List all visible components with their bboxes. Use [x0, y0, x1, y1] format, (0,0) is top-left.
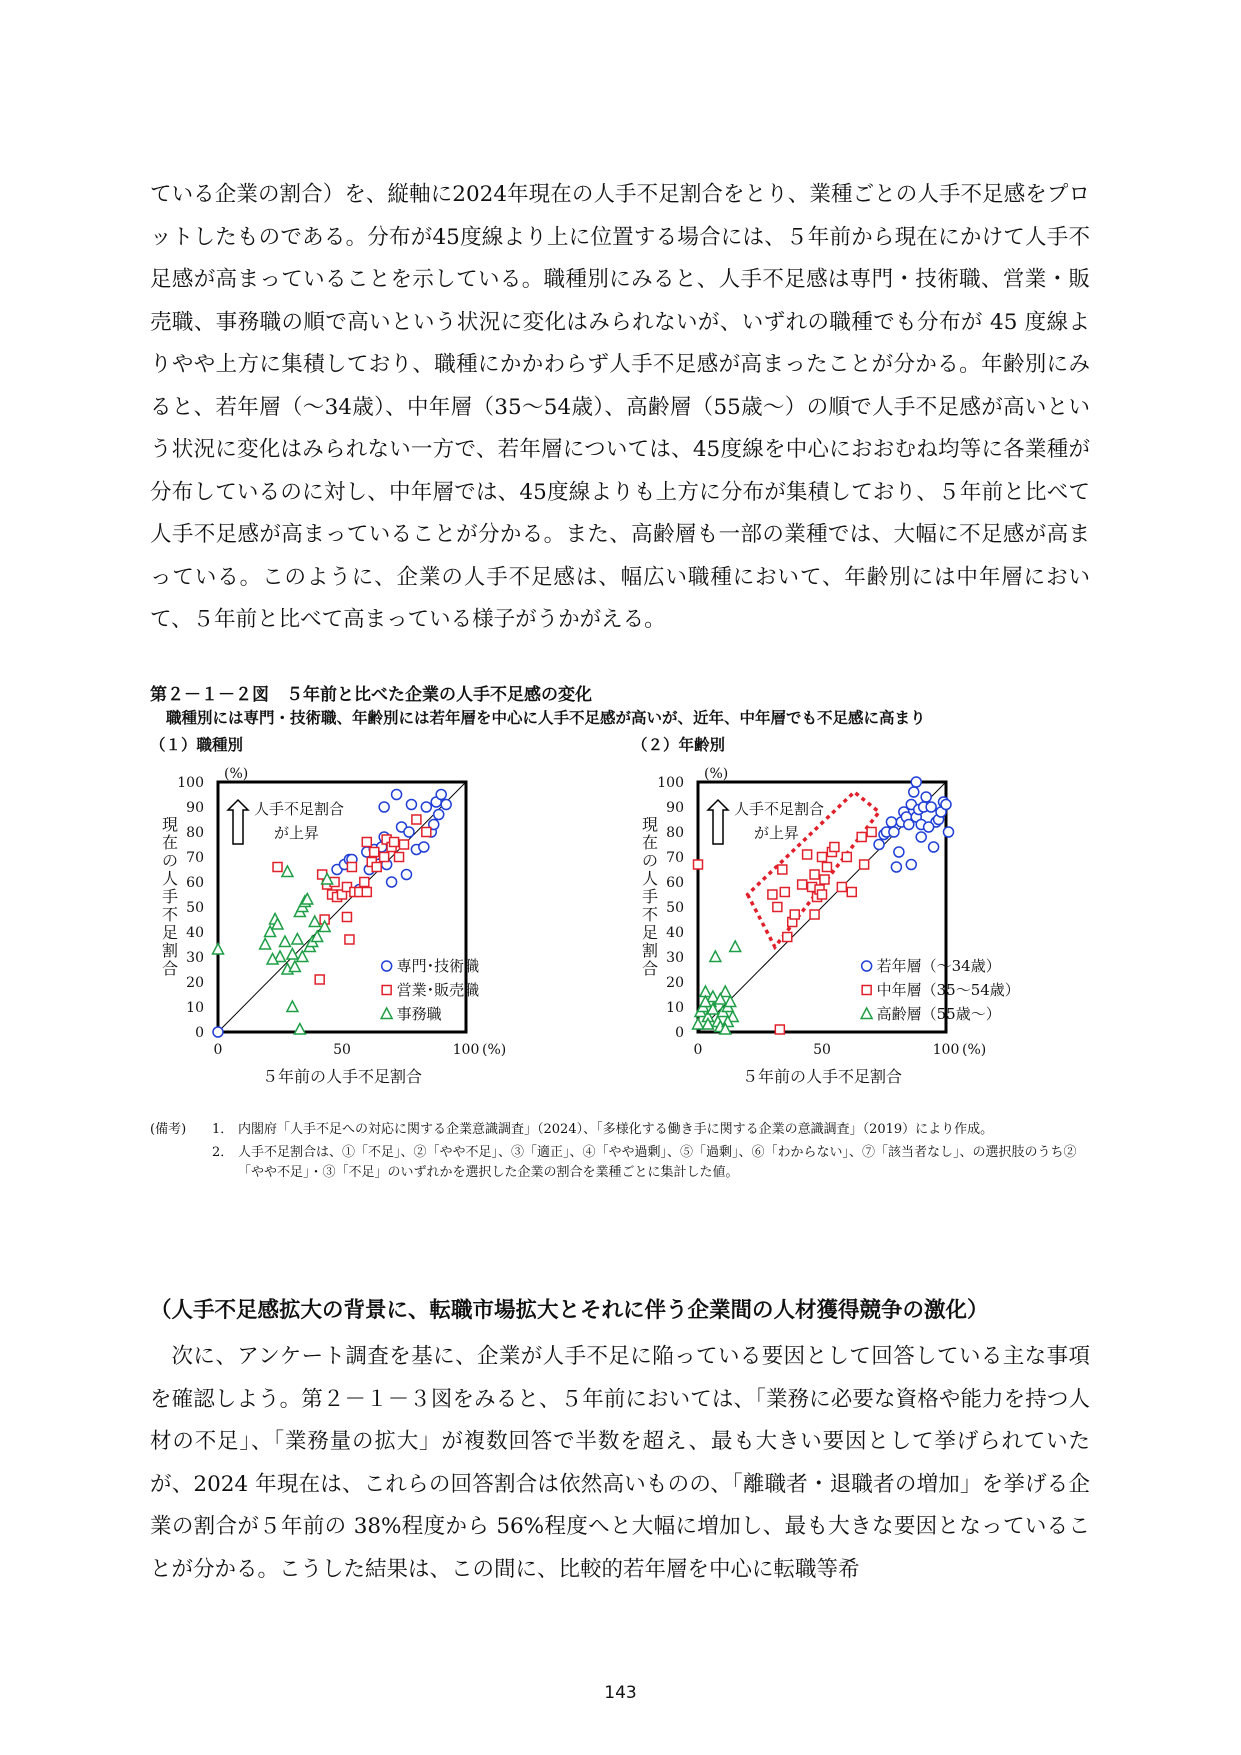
data-point [395, 853, 404, 862]
series-1 [874, 777, 953, 872]
legend-marker [381, 1008, 392, 1019]
data-point [273, 863, 282, 872]
data-point [889, 827, 899, 837]
data-point [422, 828, 431, 837]
y-axis-title-char: 割 [642, 941, 659, 960]
data-point [387, 877, 397, 887]
data-point [309, 916, 320, 927]
data-point [412, 815, 421, 824]
data-point [847, 888, 856, 897]
legend-label: 中年層（35～54歳） [876, 981, 1020, 999]
y-unit-label: (%) [224, 766, 249, 782]
note-1-text: 内閣府「人手不足への対応に関する企業意識調査」（2024）、「多様化する働き手に関する企業の意識調査」（2019）により作成。 [238, 1122, 994, 1137]
data-point [894, 847, 904, 857]
series-3 [693, 941, 741, 1034]
data-point [372, 863, 381, 872]
data-point [401, 870, 411, 880]
y-axis-title-char: の [162, 851, 179, 870]
data-point [773, 903, 782, 912]
data-point [822, 863, 831, 872]
y-tick-label: 100 [657, 775, 684, 791]
y-tick-label: 90 [186, 800, 204, 816]
data-point [803, 850, 812, 859]
data-point [406, 800, 416, 810]
data-point [370, 848, 379, 857]
data-point [213, 1027, 223, 1037]
data-point [916, 832, 926, 842]
y-tick-label: 80 [666, 825, 684, 841]
data-point [906, 860, 916, 870]
legend-label: 事務職 [396, 1005, 442, 1023]
data-point [783, 933, 792, 942]
y-tick-label: 20 [186, 975, 204, 991]
data-point [820, 875, 829, 884]
note-2-text: 人手不足割合は、①「不足」、②「やや不足」、③「適正」、④「やや過剰」、⑤「過剰」、⑥「わからない」、⑦「該当者なし」、の選択肢のうち②「やや不足」・③「不足」のいずれかを選択した企業の割合を業種ごとに集計した値。 [238, 1145, 1077, 1180]
data-point [860, 860, 869, 869]
x-tick-label: 0 [693, 1042, 703, 1058]
data-point [778, 865, 787, 874]
legend-label: 営業･販売職 [396, 981, 480, 999]
data-point [292, 934, 303, 945]
y-axis-title-char: 不 [642, 905, 659, 924]
y-axis-title-char: 在 [162, 833, 179, 852]
y-axis-title-char: 人 [642, 869, 659, 888]
data-point [282, 866, 293, 877]
y-tick-label: 20 [666, 975, 684, 991]
data-point [294, 1024, 305, 1035]
data-point [315, 975, 324, 984]
y-axis-title-char: 合 [162, 959, 179, 978]
y-tick-label: 10 [666, 1000, 684, 1016]
panel-1-label: （１）職種別 [150, 736, 244, 754]
data-point [830, 843, 839, 852]
data-point [345, 935, 354, 944]
y-axis-title-char: 手 [162, 887, 179, 906]
x-tick-label: 50 [813, 1042, 831, 1058]
data-point [929, 842, 939, 852]
y-tick-label: 0 [675, 1025, 684, 1041]
data-point [886, 817, 896, 827]
annotation-line-2: が上昇 [274, 824, 320, 842]
data-point [390, 838, 399, 847]
data-point [867, 828, 876, 837]
data-point [360, 878, 369, 887]
section-heading: （人手不足感拡大の背景に、転職市場拡大とそれに伴う企業間の人材獲得競争の激化） [150, 1298, 989, 1323]
figure-subtitle: 職種別には専門・技術職、年齢別には若年層を中心に人手不足感が高いが、近年、中年層でも不足感に高まり [166, 709, 926, 727]
y-tick-label: 70 [666, 850, 684, 866]
annotation-line-1: 人手不足割合 [254, 800, 345, 818]
data-point [780, 888, 789, 897]
x-tick-label: 100 [932, 1042, 960, 1058]
body-paragraph-1: ている企業の割合）を、縦軸に2024年現在の人手不足割合をとり、業種ごとの人手不足感をプロットしたものである。分布が45度線より上に位置する場合には、５年前から現在にかけて人手不足感が高まっていることを示している。職種別にみると、人手不足感は専門・技術職、営業・販売職、事務職の順で高いという状況に変化はみられないが、いずれの職種でも分布が 45 度線よりやや上方に集積しており、職種にかかわらず人手不足感が高まったことが分かる。年齢別にみると、若年層（～34歳）、中年層（35～54歳）、高齢層（55歳～）の順で人手不足感が高いという状況に変化はみられない一方で、若年層については、45度線を中心におおむね均等に各業種が分布しているのに対し、中年層では、45度線よりも上方に分布が集積しており、５年前と比べて人手不足感が高まっていることが分かる。また、高齢層も一部の業種では、大幅に不足感が高まっている。このように、企業の人手不足感は、幅広い職種において、年齢別には中年層において、５年前と比べて高まっている様子がうかがえる。 [150, 182, 1090, 632]
x-unit-label: (%) [962, 1042, 987, 1058]
data-point [710, 951, 721, 962]
legend-marker [861, 1008, 872, 1019]
legend-marker [382, 961, 392, 971]
data-point [941, 800, 951, 810]
data-point [379, 802, 389, 812]
data-point [837, 883, 846, 892]
data-point [818, 890, 827, 899]
data-point [404, 827, 414, 837]
x-axis-title: ５年前の人手不足割合 [261, 1067, 423, 1086]
y-tick-label: 40 [186, 925, 204, 941]
y-tick-label: 100 [177, 775, 204, 791]
y-axis-title-char: 現 [642, 815, 659, 834]
y-axis-title-char: 人 [162, 869, 179, 888]
data-point [775, 1025, 784, 1034]
y-axis-title-char: 不 [162, 905, 179, 924]
data-point [891, 862, 901, 872]
data-point [380, 853, 389, 862]
y-axis-title-char: 割 [162, 941, 179, 960]
page-number: 143 [604, 1683, 637, 1703]
x-unit-label: (%) [482, 1042, 507, 1058]
data-point [909, 787, 919, 797]
series-1 [213, 790, 451, 1038]
y-tick-label: 70 [186, 850, 204, 866]
data-point [768, 890, 777, 899]
panel-2-label: （２）年齢別 [632, 736, 726, 754]
data-point [921, 792, 931, 802]
data-point [362, 838, 371, 847]
data-point [436, 790, 446, 800]
data-point [342, 913, 351, 922]
data-point [926, 802, 936, 812]
y-unit-label: (%) [704, 766, 729, 782]
figure-number-title: 第２－１－２図 ５年前と比べた企業の人手不足感の変化 [150, 685, 592, 705]
annotation-line-2: が上昇 [754, 824, 800, 842]
y-tick-label: 90 [666, 800, 684, 816]
data-point [693, 1019, 704, 1030]
y-tick-label: 40 [666, 925, 684, 941]
y-axis-title-char: 在 [642, 833, 659, 852]
scatter-chart-age [630, 760, 1100, 1100]
y-tick-label: 50 [666, 900, 684, 916]
figure-notes [150, 1120, 1100, 1183]
up-arrow-icon [228, 800, 248, 844]
y-tick-label: 0 [195, 1025, 204, 1041]
data-point [289, 961, 300, 972]
data-point [943, 827, 953, 837]
y-tick-label: 60 [666, 875, 684, 891]
data-point [392, 790, 402, 800]
legend-marker [862, 961, 872, 971]
data-point [911, 777, 921, 787]
data-point [297, 951, 308, 962]
data-point [694, 860, 703, 869]
y-tick-label: 30 [666, 950, 684, 966]
x-axis-title: ５年前の人手不足割合 [741, 1067, 903, 1086]
y-tick-label: 30 [186, 950, 204, 966]
up-arrow-icon [708, 800, 728, 844]
note-2-number: 2． [212, 1145, 234, 1160]
y-axis-title-char: 足 [642, 923, 659, 942]
y-tick-label: 50 [186, 900, 204, 916]
data-point [810, 910, 819, 919]
data-point [213, 944, 224, 955]
x-tick-label: 0 [213, 1042, 223, 1058]
data-point [400, 840, 409, 849]
x-tick-label: 50 [333, 1042, 351, 1058]
data-point [419, 842, 429, 852]
y-axis-title-char: 現 [162, 815, 179, 834]
data-point [362, 888, 371, 897]
data-point [421, 802, 431, 812]
legend-label: 若年層（～34歳） [876, 957, 1001, 975]
data-point [347, 863, 356, 872]
y-tick-label: 10 [186, 1000, 204, 1016]
y-axis-title-char: の [642, 851, 659, 870]
y-axis-title-char: 足 [162, 923, 179, 942]
data-point [730, 941, 741, 952]
data-point [287, 1001, 298, 1012]
data-point [857, 833, 866, 842]
legend-label: 高齢層（55歳～） [876, 1005, 1001, 1023]
data-point [441, 800, 451, 810]
series-3 [213, 866, 333, 1034]
data-point [434, 810, 444, 820]
data-point [842, 853, 851, 862]
scatter-chart-occupation [150, 760, 620, 1100]
data-point [810, 870, 819, 879]
x-tick-label: 100 [452, 1042, 480, 1058]
data-point [279, 936, 290, 947]
y-tick-label: 60 [186, 875, 204, 891]
data-point [818, 853, 827, 862]
legend-label: 専門･技術職 [396, 957, 480, 975]
annotation-line-1: 人手不足割合 [734, 800, 825, 818]
data-point [725, 996, 736, 1007]
data-point [874, 840, 884, 850]
data-point [924, 822, 934, 832]
y-tick-label: 80 [186, 825, 204, 841]
data-point [790, 910, 799, 919]
legend-marker [862, 986, 871, 995]
notes-head: (備考) [150, 1122, 187, 1137]
data-point [798, 880, 807, 889]
legend-marker [382, 986, 391, 995]
body-paragraph-2: 次に、アンケート調査を基に、企業が人手不足に陥っている要因として回答している主な事項を確認しよう。第２－１－３図をみると、５年前においては、「業務に必要な資格や能力を持つ人材の不足」、「業務量の拡大」が複数回答で半数を超え、最も大きい要因として挙げられていたが、2024 年現在は、これらの回答割合は依然高いものの、「離職者・退職者の増加」を挙げる企業の割合が５年前の 38%程度から 56%程度へと大幅に増加し、最も大きな要因となっていることが分かる。こうした結果は、この間に、比較的若年層を中心に転職等希 [150, 1344, 1090, 1582]
y-axis-title-char: 合 [642, 959, 659, 978]
y-axis-title-char: 手 [642, 887, 659, 906]
note-1-number: 1． [212, 1122, 234, 1137]
data-point [260, 939, 271, 950]
